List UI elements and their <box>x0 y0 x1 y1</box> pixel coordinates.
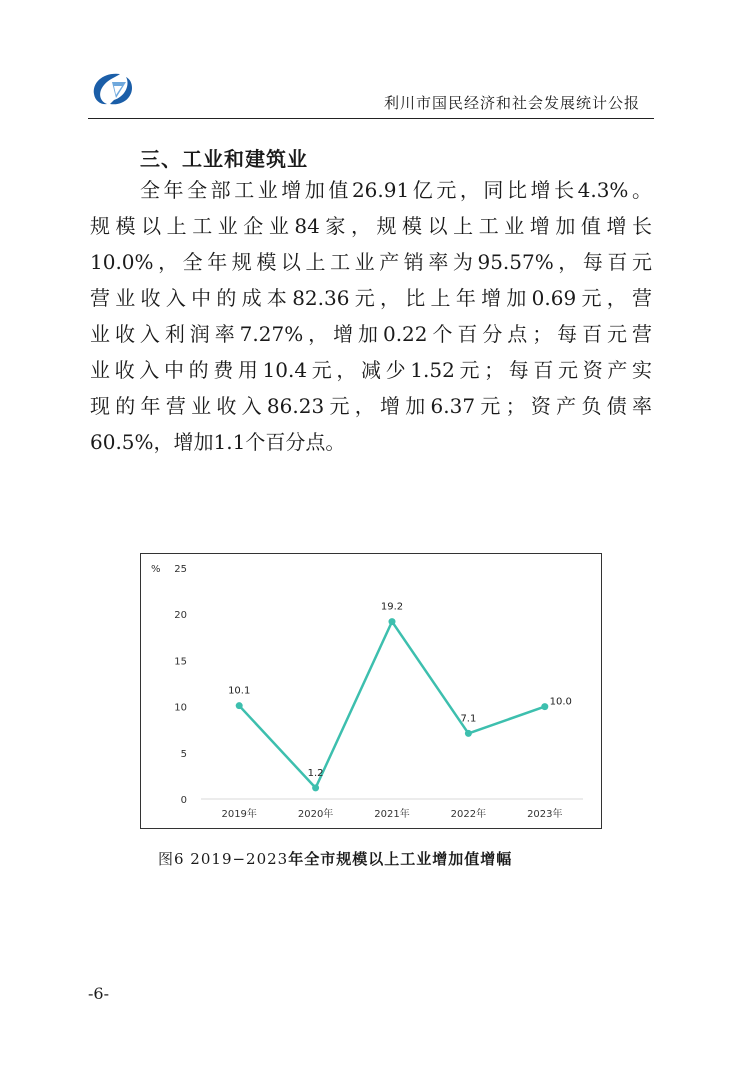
x-tick-label: 2020年 <box>297 809 334 820</box>
data-label: 10.1 <box>228 685 251 697</box>
statistics-logo-icon <box>90 68 136 112</box>
y-tick-label: 25 <box>174 564 187 575</box>
data-label: 19.2 <box>380 601 404 613</box>
data-point <box>389 618 396 625</box>
paragraph-line: 10.0%，全年规模以上工业产销率为95.57%，每百元 <box>90 250 652 274</box>
y-axis-label: % <box>151 564 161 575</box>
chart-canvas <box>141 554 601 828</box>
y-tick-label: 0 <box>180 795 187 806</box>
data-point <box>236 702 243 709</box>
y-tick-label: 10 <box>174 702 187 714</box>
section-heading: 三、工业和建筑业 <box>140 147 308 171</box>
paragraph-line: 业收入利润率7.27%，增加0.22个百分点；每百元营 <box>90 322 652 346</box>
y-tick-label: 5 <box>180 748 187 760</box>
growth-line-chart <box>140 553 602 829</box>
paragraph-line: 现的年营业收入86.23元，增加6.37元；资产负债率 <box>90 394 652 418</box>
x-tick-label: 2021年 <box>374 809 410 820</box>
paragraph-line: 全年全部工业增加值26.91亿元，同比增长4.3%。 <box>140 178 652 202</box>
x-tick-label: 2022年 <box>450 809 487 820</box>
x-tick-label: 2019年 <box>221 809 257 820</box>
data-label: 10.0 <box>549 696 572 708</box>
data-label: 1.2 <box>307 767 324 779</box>
caption-title: 年全市规模以上工业增加值增幅 <box>288 850 513 868</box>
series-line <box>239 622 545 788</box>
paragraph-line: 业收入中的费用10.4元，减少1.52元；每百元资产实 <box>90 358 652 382</box>
x-tick-label: 2023年 <box>527 809 563 820</box>
data-point <box>541 703 548 710</box>
header-divider <box>88 118 654 119</box>
report-header-title: 利川市国民经济和社会发展统计公报 <box>383 94 640 112</box>
paragraph-line: 规模以上工业企业84家，规模以上工业增加值增长 <box>90 214 652 238</box>
figure-caption <box>158 848 512 869</box>
paragraph-line: 营业收入中的成本82.36元，比上年增加0.69元，营 <box>90 286 652 310</box>
data-label: 7.1 <box>460 713 477 725</box>
y-tick-label: 15 <box>174 656 187 668</box>
data-point <box>465 730 472 737</box>
y-tick-label: 20 <box>174 610 187 622</box>
paragraph-line: 60.5%，增加1.1个百分点。 <box>90 430 346 454</box>
caption-prefix: 图6 2019−2023 <box>158 850 289 868</box>
section-paragraph <box>90 172 652 460</box>
data-point <box>312 784 319 791</box>
page-number: -6- <box>88 984 109 1003</box>
